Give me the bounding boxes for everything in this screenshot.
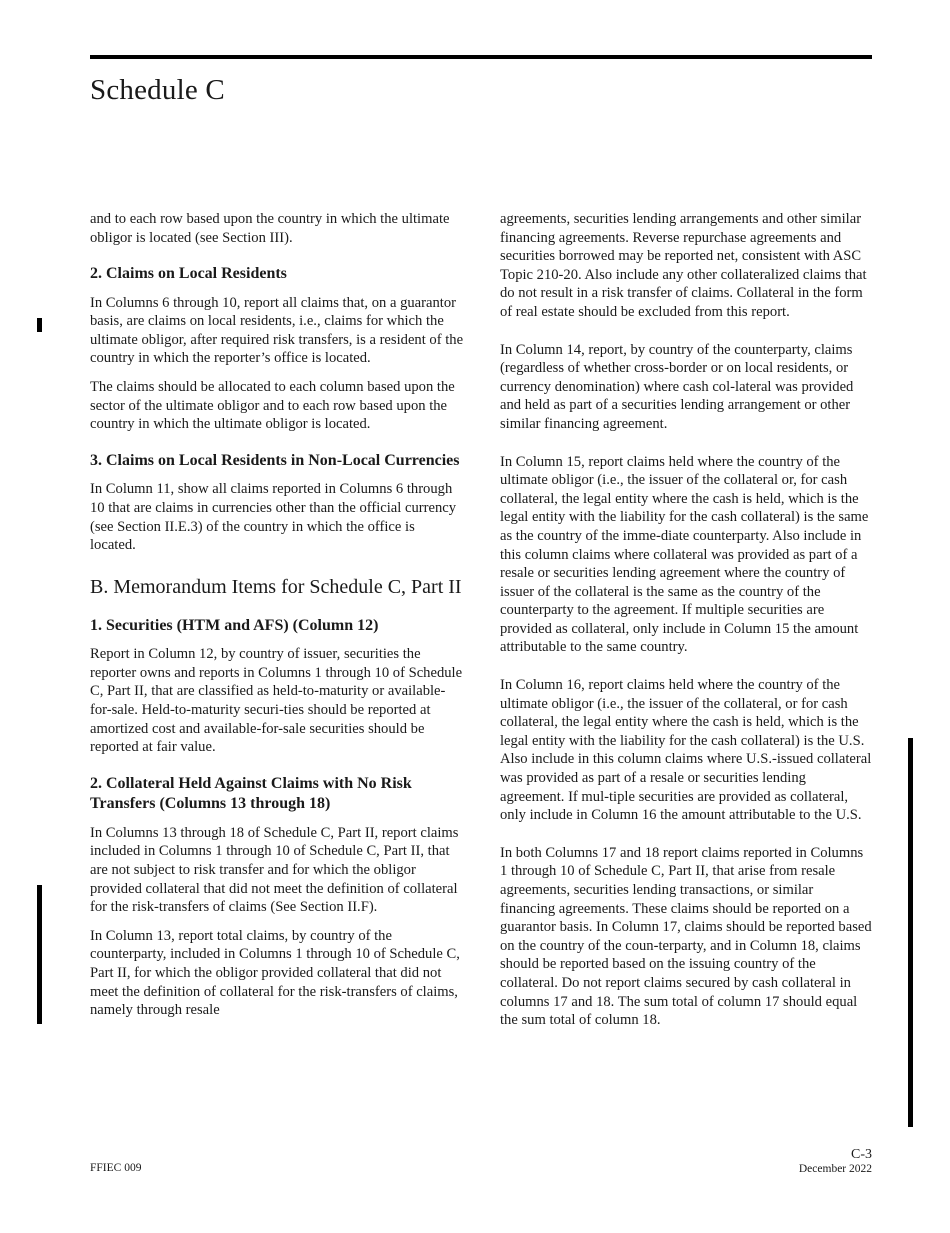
section-heading: 2. Collateral Held Against Claims with No Risk Transfers (Columns 13 through 18) [90,774,412,813]
page-number: C-3 [851,1147,872,1162]
right-column [500,210,872,1049]
section-heading: 1. Securities (HTM and AFS) (Column 12) [90,616,379,634]
body-paragraph: In Columns 6 through 10, report all claims that, on a guarantor basis, are claims on local residents, i.e., claims for which the ultimate obligor, after required risk transfers, is a resident of the country in which the reporter’s office is located. [90,294,464,367]
body-paragraph: In Column 15, report claims held where the country of the ultimate obligor (i.e., the issuer of the collateral or, for cash collateral, the legal entity where the cash is held, which is the legal entity with the liability for the cash collateral) is the same as the country of the imme-diate counterparty. Also include in this column claims where collateral was provided as part of a resale or securities lending agreement where the country of issuer of the collateral is the same as the country of the counterparty to the agreement. If multiple securities are provided as collateral, only include in Column 15 the amount attributable to the same country. [500,453,869,656]
header-rule [90,55,872,59]
body-paragraph: The claims should be allocated to each column based upon the sector of the ultimate obligor and to each row based upon the country in which the ultimate obligor is located. [90,379,455,433]
change-bar [37,885,42,1024]
body-paragraph: In Columns 13 through 18 of Schedule C, Part II, report claims included in Columns 1 through 10 of Schedule C, Part II, that are not subject to risk transfer and for which the obligor provided collateral that did not meet the definition of collateral for the risk-transfers of claims (See Section II.F). [90,824,459,916]
body-paragraph: Report in Column 12, by country of issuer, securities the reporter owns and reports in Columns 1 through 10 of Schedule C, Part II, that are classified as held-to-maturity or available-for-sale. Held-to-maturity securi-ties should be reported at amortized cost and available-for-sale securities should be reported at fair value. [90,646,463,756]
section-heading: 3. Claims on Local Residents in Non-Local Currencies [90,451,460,469]
page-title: Schedule C [90,74,225,106]
body-paragraph: In both Columns 17 and 18 report claims reported in Columns 1 through 10 of Schedule C, Part II, that arise from resale agreements, securities lending transactions, or similar financing agreements. These claims should be reported on a guarantor basis. In Column 17, claims should be reported based on the country of the coun-terparty, and in Column 18, claims should be reported based on the issuing country of the collateral. Do not report claims secured by cash collateral in columns 17 and 18. The sum total of column 17 should equal the sum total of column 18. [500,844,872,1029]
body-paragraph: agreements, securities lending arrangements and other similar financing agreements. Reverse repurchase agreements and securities borrowed may be reported net, consistent with ASC Topic 210-20. Also include any other collateralized claims that do not result in a risk transfer of claims. Collateral in the form of real estate should be excluded from this report. [500,211,867,320]
body-paragraph: In Column 11, show all claims reported in Columns 6 through 10 that are claims in currencies other than the official currency (see Section II.E.3) of the country in which the office is located. [90,481,457,554]
body-paragraph: In Column 13, report total claims, by country of the counterparty, included in Columns 1 through 10 of Schedule C, Part II, for which the obligor provided collateral that did not meet the definition of collateral for the risk-transfers of claims, namely through resale [90,927,460,1019]
change-bar [908,738,913,1127]
body-paragraph: In Column 16, report claims held where the country of the ultimate obligor (i.e., the issuer of the collateral, or for cash collateral, the legal entity where the cash is held, which is the legal entity with the liability for the cash collateral) is the U.S. Also include in this column claims where U.S.-issued collateral was provided as part of a resale or securities lending agreement. If mul-tiple securities are provided as collateral, only include in Column 16 the amount attributable to the U.S. [500,677,872,824]
left-column [90,210,464,1030]
footer-date: December 2022 [798,1163,872,1175]
intro-paragraph: and to each row based upon the country in which the ultimate obligor is located (see Section III). [90,211,450,246]
footer-form-id: FFIEC 009 [90,1162,142,1174]
change-bar [37,318,42,332]
major-section-heading: B. Memorandum Items for Schedule C, Part II [90,575,462,598]
footer-page-info [799,1147,872,1176]
body-paragraph: In Column 14, report, by country of the counterparty, claims (regardless of whether cross-border or on local residents, or currency denomination) where cash col-lateral was provided and held as part of a securities lending arrangement or other similar financing agreement. [500,341,854,432]
section-heading: 2. Claims on Local Residents [90,265,287,283]
